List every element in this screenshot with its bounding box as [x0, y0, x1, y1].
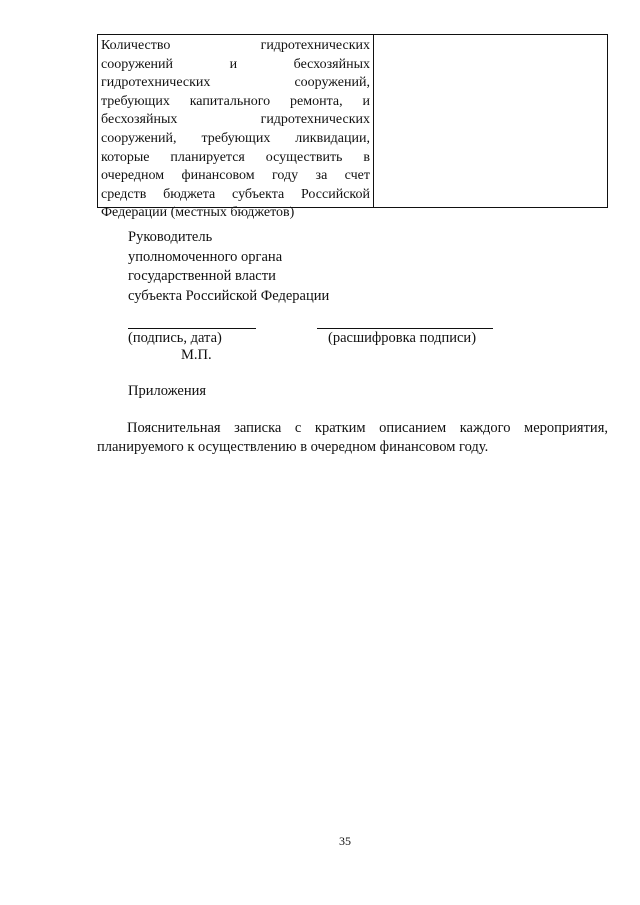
- table-cell-line: бесхозяйных гидротехнических: [101, 112, 370, 128]
- table-cell-line: Федерации (местных бюджетов): [101, 205, 295, 221]
- table-cell-line: которые планируется осуществить в: [101, 149, 370, 165]
- table-cell-line: гидротехнических сооружений,: [101, 75, 370, 91]
- table-cell-line: сооружений и бесхозяйных: [101, 56, 370, 72]
- signatory-title-line: Руководитель: [128, 229, 213, 245]
- signatory-title-line: субъекта Российской Федерации: [128, 287, 330, 304]
- table-cell-line: требующих капитального ремонта, и: [101, 93, 370, 109]
- appendix-heading: Приложения: [128, 383, 207, 399]
- name-decoding-line: [317, 328, 493, 329]
- table-cell-value: [374, 35, 607, 207]
- signatory-title-line: государственной власти: [128, 268, 276, 284]
- table-cell-line: очередном финансовом году за счет: [101, 168, 370, 184]
- table-cell-line: средств бюджета субъекта Российской: [101, 186, 370, 202]
- indicator-table: [97, 34, 608, 221]
- name-decoding-caption: (расшифровка подписи): [328, 330, 477, 346]
- stamp-placeholder: М.П.: [181, 347, 212, 363]
- appendix-note: Пояснительная записка с кратким описанием каждого мероприятия, планируемого к осуществлению в очередном финансовом году.: [97, 420, 608, 455]
- table-cell-line: сооружений, требующих ликвидации,: [101, 130, 370, 146]
- page-number: 35: [339, 834, 351, 848]
- signature-caption: (подпись, дата): [128, 330, 222, 346]
- signatory-title-line: уполномоченного органа: [128, 248, 283, 265]
- table-cell-line: Количество гидротехнических: [101, 38, 370, 53]
- signature-line: [128, 328, 256, 329]
- table-cell-indicator-name: [98, 35, 374, 221]
- signatory-block: [128, 228, 329, 306]
